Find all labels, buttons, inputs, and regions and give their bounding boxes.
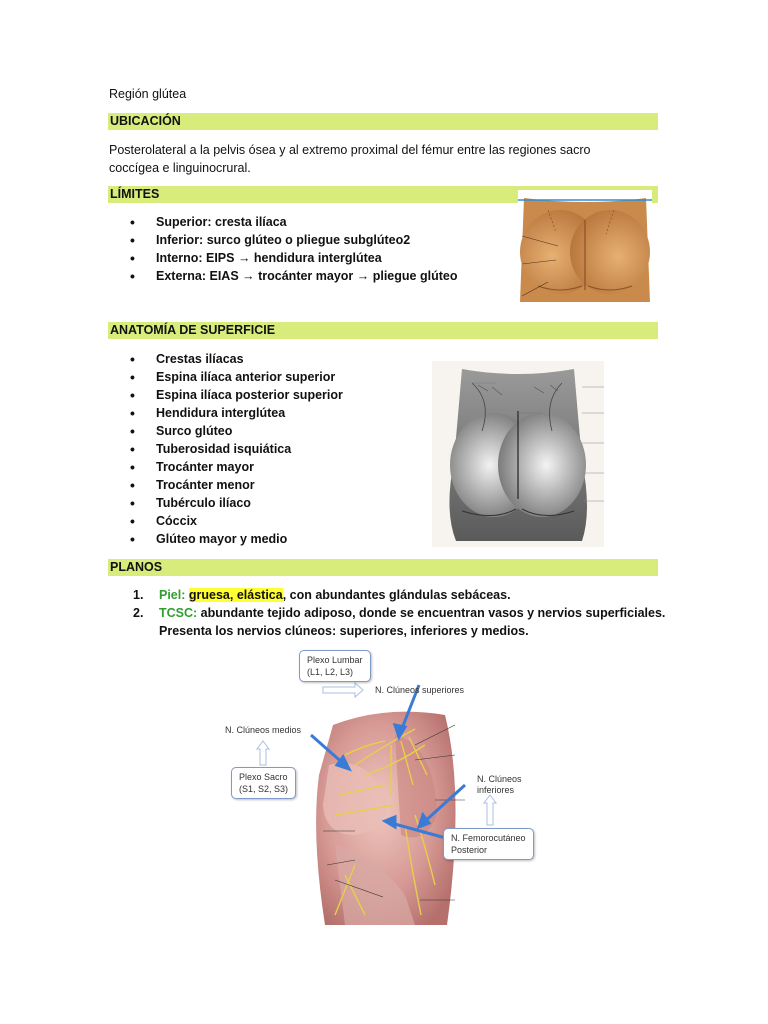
planos-list xyxy=(133,586,673,640)
page-title: Región glútea xyxy=(109,87,187,101)
list-item: • Cóccix xyxy=(130,512,343,530)
label-cluneos-medios: N. Clúneos medios xyxy=(225,725,302,735)
section-heading-limites: LÍMITES xyxy=(108,186,658,203)
list-item: • Surco glúteo xyxy=(130,422,343,440)
list-item: • Superior: cresta ilíaca xyxy=(130,213,457,231)
section-heading-planos: PLANOS xyxy=(108,559,658,576)
list-item: • Hendidura interglútea xyxy=(130,404,343,422)
list-item: • Glúteo mayor y medio xyxy=(130,530,343,548)
list-item: • Tuberosidad isquiática xyxy=(130,440,343,458)
callout-plexo-lumbar: Plexo Lumbar (L1, L2, L3) xyxy=(299,650,371,682)
anatomy-engraving xyxy=(432,361,604,547)
gluteal-photo xyxy=(518,190,652,302)
list-item: • Espina ilíaca posterior superior xyxy=(130,386,343,404)
list-item: 2. TCSC: abundante tejido adiposo, donde se encuentran vasos y nervios superficiales. Presenta los nervios clúneos: superiores, inferiores y medios. xyxy=(133,606,666,638)
label-cluneos-superiores: N. Clúneos superiores xyxy=(375,685,465,695)
limites-list xyxy=(130,213,457,285)
list-item: • Trocánter mayor xyxy=(130,458,343,476)
nerve-diagram xyxy=(215,645,555,927)
list-item: 1. Piel: gruesa, elástica, con abundantes glándulas sebáceas. xyxy=(133,588,511,602)
callout-femorocutaneo: N. Femorocutáneo Posterior xyxy=(443,828,534,860)
anatomia-list xyxy=(130,350,343,548)
list-item: • Interno: EIPS → hendidura interglútea xyxy=(130,249,457,267)
callout-plexo-sacro: Plexo Sacro (S1, S2, S3) xyxy=(231,767,296,799)
list-item: • Crestas ilíacas xyxy=(130,350,343,368)
list-item: • Espina ilíaca anterior superior xyxy=(130,368,343,386)
section-heading-anatomia: ANATOMÍA DE SUPERFICIE xyxy=(108,322,658,339)
list-item: • Trocánter menor xyxy=(130,476,343,494)
label-cluneos-inferiores: N. Clúneos inferiores xyxy=(477,774,522,795)
ubicacion-text: Posterolateral a la pelvis ósea y al extremo proximal del fémur entre las regiones sacro coccígea e linguinocrural. xyxy=(109,143,591,175)
list-item: • Inferior: surco glúteo o pliegue subglúteo2 xyxy=(130,231,457,249)
section-heading-ubicacion: UBICACIÓN xyxy=(108,113,658,130)
list-item: • Externa: EIAS → trocánter mayor → pliegue glúteo xyxy=(130,267,457,285)
list-item: • Tubérculo ilíaco xyxy=(130,494,343,512)
